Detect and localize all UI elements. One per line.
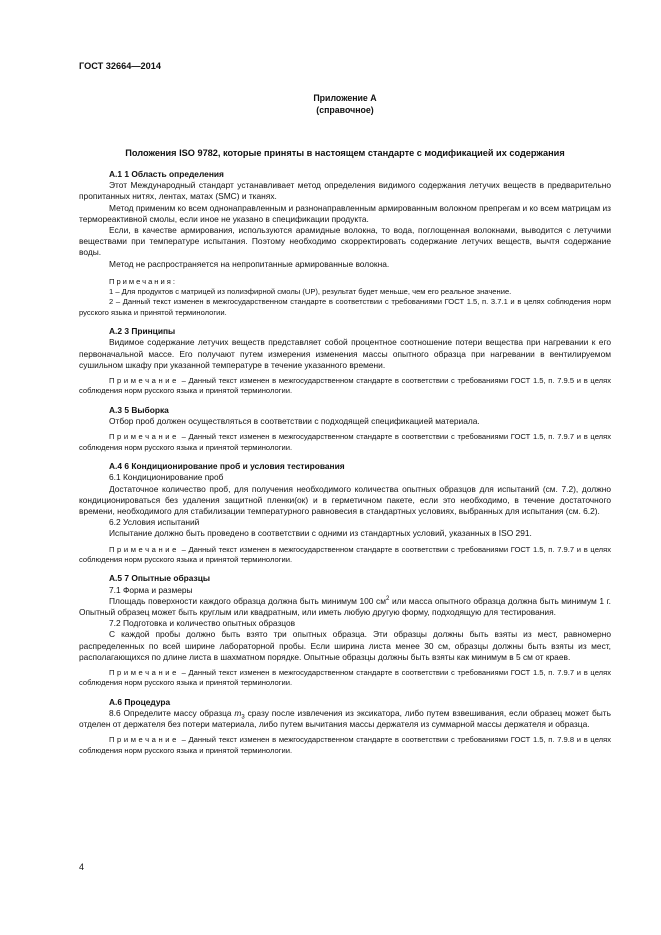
section-a4-paragraph-1: Достаточное количество проб, для получения необходимого количества опытных образцов для испытаний (см. 7.2), должно кондиционироваться без удаления защитной пленки(ок) и в герметичном пакете, если это необходимо, в течение достаточного времени, необходимого для стабилизации температурного равновесия в стандартных условиях, выбранных для испытания (см. 6.2). [79,483,611,516]
section-a1-paragraph-1: Этот Международный стандарт устанавливает метод определения видимого содержания летучих веществ в предварительно пропитанных нитях, лентах, матах (SMC) и тканях. [79,180,611,202]
note-label: Примечание [109,376,179,386]
section-a1-paragraph-2: Метод применим ко всем однонаправленным и разнонаправленным армированным волокном препрегам и ко всем матрицам из термореактивной смолы, если иное не указано в спецификации продукта. [79,202,611,224]
section-a5-subheading-1: 7.1 Форма и размеры [109,584,193,595]
section-a6-paragraph-1 [79,708,611,730]
section-a1-paragraph-3: Если, в качестве армирования, используются арамидные волокна, то вода, поглощенная волокнами, выводится с летучими веществами при температуре испытания. Поэтому необходимо скорректировать содержание летучих веществ, вычтя содержание воды. [79,225,611,258]
note-text: – Данный текст изменен в межгосударственном стандарте в соответствии с требованиями ГОСТ 1.5, п. 7.9.7 и в целях соблюдения норм русского языка и принятой терминологии. [79,544,611,564]
section-a3-note [79,432,611,453]
section-a5-paragraph-1 [79,596,611,618]
standard-header: ГОСТ 32664—2014 [79,61,161,71]
section-a4-subheading-1: 6.1 Кондиционирование проб [109,472,224,483]
page-number: 4 [79,862,85,872]
document-title: Положения ISO 9782, которые приняты в настоящем стандарте с модификацией их содержания [125,148,565,158]
subscript: 3 [241,714,245,721]
section-a2-note [79,376,611,397]
note-label: Примечание [109,667,179,677]
text-run: сразу после извлечения из эксикатора, либо путем взвешивания, если образец может быть отделен от держателя без потери материала, либо путем вычитания массы держателя из суммарной массы держателя и образца. [79,707,611,730]
section-a5-heading: А.5 7 Опытные образцы [109,573,210,584]
section-a6-note [79,735,611,756]
section-a4-note [79,545,611,566]
superscript: 2 [385,595,390,602]
appendix-subtitle: (справочное) [316,105,374,115]
note-label: Примечание [109,735,179,745]
appendix-title: Приложение А [313,93,377,103]
section-a1-paragraph-4: Метод не распространяется на непропитанные армированные волокна. [109,258,390,269]
section-a1-note-1: 1 – Для продуктов с матрицей из полиэфирной смолы (UP), результат будет меньше, чем его реальное значение. [109,287,512,297]
appendix-heading [79,92,611,116]
section-a1-note-2: 2 – Данный текст изменен в межгосударственном стандарте в соответствии с требованиями ГОСТ 1.5, п. 3.7.1 и в целях соблюдения норм русского языка и принятой терминологии. [79,297,611,317]
section-a4-subheading-2: 6.2 Условия испытаний [109,517,200,528]
section-a5-subheading-2: 7.2 Подготовка и количество опытных образцов [109,618,296,629]
section-a1-heading: А.1 1 Область определения [109,169,224,179]
text-run: или масса опытного образца должна быть минимум 1 г. Опытный образец может быть круглым или квадратным, или иметь любую другую форму, подходящую для тестирования. [79,595,611,617]
section-a3-heading: А.3 5 Выборка [109,404,169,415]
section-a3-paragraph-1: Отбор проб должен осуществляться в соответствии с подходящей спецификацией материала. [109,416,480,427]
section-a5-paragraph-2: С каждой пробы должно быть взято три опытных образца. Эти образцы должны быть взяты из мест, равномерно распределенных по всей ширине лабораторной пробы. Если ширина листа менее 30 см, образцы должны быть взяты из мест, располагающихся по длине листа в шахматном порядке. Опытные образцы должны быть взяты как минимум в 5 см от краев. [79,629,611,662]
note-text: – Данный текст изменен в межгосударственном стандарте в соответствии с требованиями ГОСТ 1.5, п. 7.9.7 и в целях соблюдения норм русского языка и принятой терминологии. [79,432,611,452]
variable-m: m [234,707,242,718]
section-a6-heading: А.6 Процедура [109,696,171,707]
note-label: Примечание [109,432,179,442]
section-a4-heading: А.4 6 Кондиционирование проб и условия тестирования [109,461,345,472]
note-text: – Данный текст изменен в межгосударственном стандарте в соответствии с требованиями ГОСТ 1.5, п. 7.9.7 и в целях соблюдения норм русского языка и принятой терминологии. [79,667,611,688]
note-text: – Данный текст изменен в межгосударственном стандарте в соответствии с требованиями ГОСТ 1.5, п. 7.9.5 и в целях соблюдения норм русского языка и принятой терминологии. [79,376,611,396]
section-a4-paragraph-2: Испытание должно быть проведено в соответствии с одними из стандартных условий, указанных в ISO 291. [109,528,532,539]
document-body [79,147,611,756]
text-run: 8.6 Определите массу образца [109,707,235,718]
section-a2-paragraph-1: Видимое содержание летучих веществ представляет собой процентное соотношение потери вещества при нагревании к его первоначальной массе. Его получают путем измерения изменения массы опытного образца при нагревании в вентилируемом сушильном шкафу при указанной температуре в течение указанного времени. [79,337,611,370]
section-a5-note [79,668,611,689]
section-a1-notes-heading: Примечания: [109,276,177,286]
text-run: Площадь поверхности каждого образца должна быть минимум 100 см [109,595,386,606]
note-label: Примечание [109,544,179,554]
section-a2-heading: А.2 3 Принципы [109,326,176,337]
note-text: – Данный текст изменен в межгосударственном стандарте в соответствии с требованиями ГОСТ 1.5, п. 7.9.8 и в целях соблюдения норм русского языка и принятой терминологии. [79,735,611,755]
